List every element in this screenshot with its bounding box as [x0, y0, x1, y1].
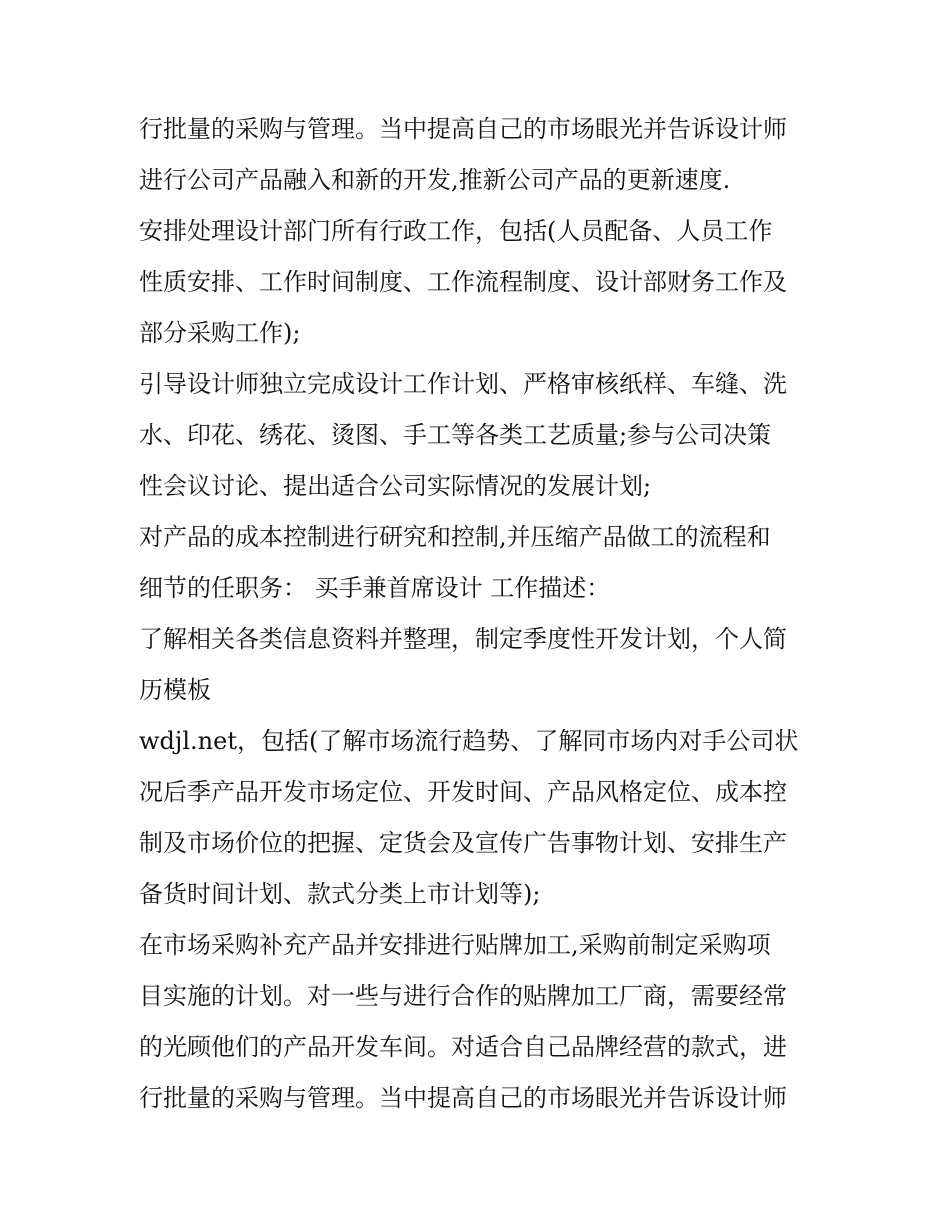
text-line: 了解相关各类信息资料并整理，制定季度性开发计划，个人简 — [139, 625, 787, 653]
text-line: 对产品的成本控制进行研究和控制,并压缩产品做工的流程和 — [139, 523, 771, 551]
text-line: 行批量的采购与管理。当中提高自己的市场眼光并告诉设计师 — [139, 115, 787, 143]
text-line: 水、印花、绣花、烫图、手工等各类工艺质量;参与公司决策 — [139, 421, 772, 449]
text-line: 目实施的计划。对一些与进行合作的贴牌加工厂商，需要经常 — [139, 982, 787, 1010]
text-line: 安排处理设计部门所有行政工作，包括(人员配备、人员工作 — [139, 217, 773, 245]
document-body — [139, 104, 829, 1124]
text-line: 部分采购工作); — [139, 319, 301, 347]
text-line: 的光顾他们的产品开发车间。对适合自己品牌经营的款式，进 — [139, 1033, 787, 1061]
text-line: 在市场采购补充产品并安排进行贴牌加工,采购前制定采购项 — [139, 931, 771, 959]
text-line: 进行公司产品融入和新的开发,推新公司产品的更新速度. — [139, 166, 731, 194]
text-line: 性会议讨论、提出适合公司实际情况的发展计划; — [139, 472, 652, 500]
text-line: 引导设计师独立完成设计工作计划、严格审核纸样、车缝、洗 — [139, 370, 787, 398]
text-line: 历模板 — [139, 676, 211, 704]
text-line: 况后季产品开发市场定位、开发时间、产品风格定位、成本控 — [139, 778, 787, 806]
text-line: 性质安排、工作时间制度、工作流程制度、设计部财务工作及 — [139, 268, 787, 296]
text-line: 行批量的采购与管理。当中提高自己的市场眼光并告诉设计师 — [139, 1084, 787, 1112]
text-line: 备货时间计划、款式分类上市计划等); — [139, 880, 541, 908]
text-line: 制及市场价位的把握、定货会及宣传广告事物计划、安排生产 — [139, 829, 787, 857]
text-line: 细节的任职务： 买手兼首席设计 工作描述： — [139, 574, 611, 602]
text-line: wdjl.net，包括(了解市场流行趋势、了解同市场内对手公司状 — [139, 727, 799, 755]
